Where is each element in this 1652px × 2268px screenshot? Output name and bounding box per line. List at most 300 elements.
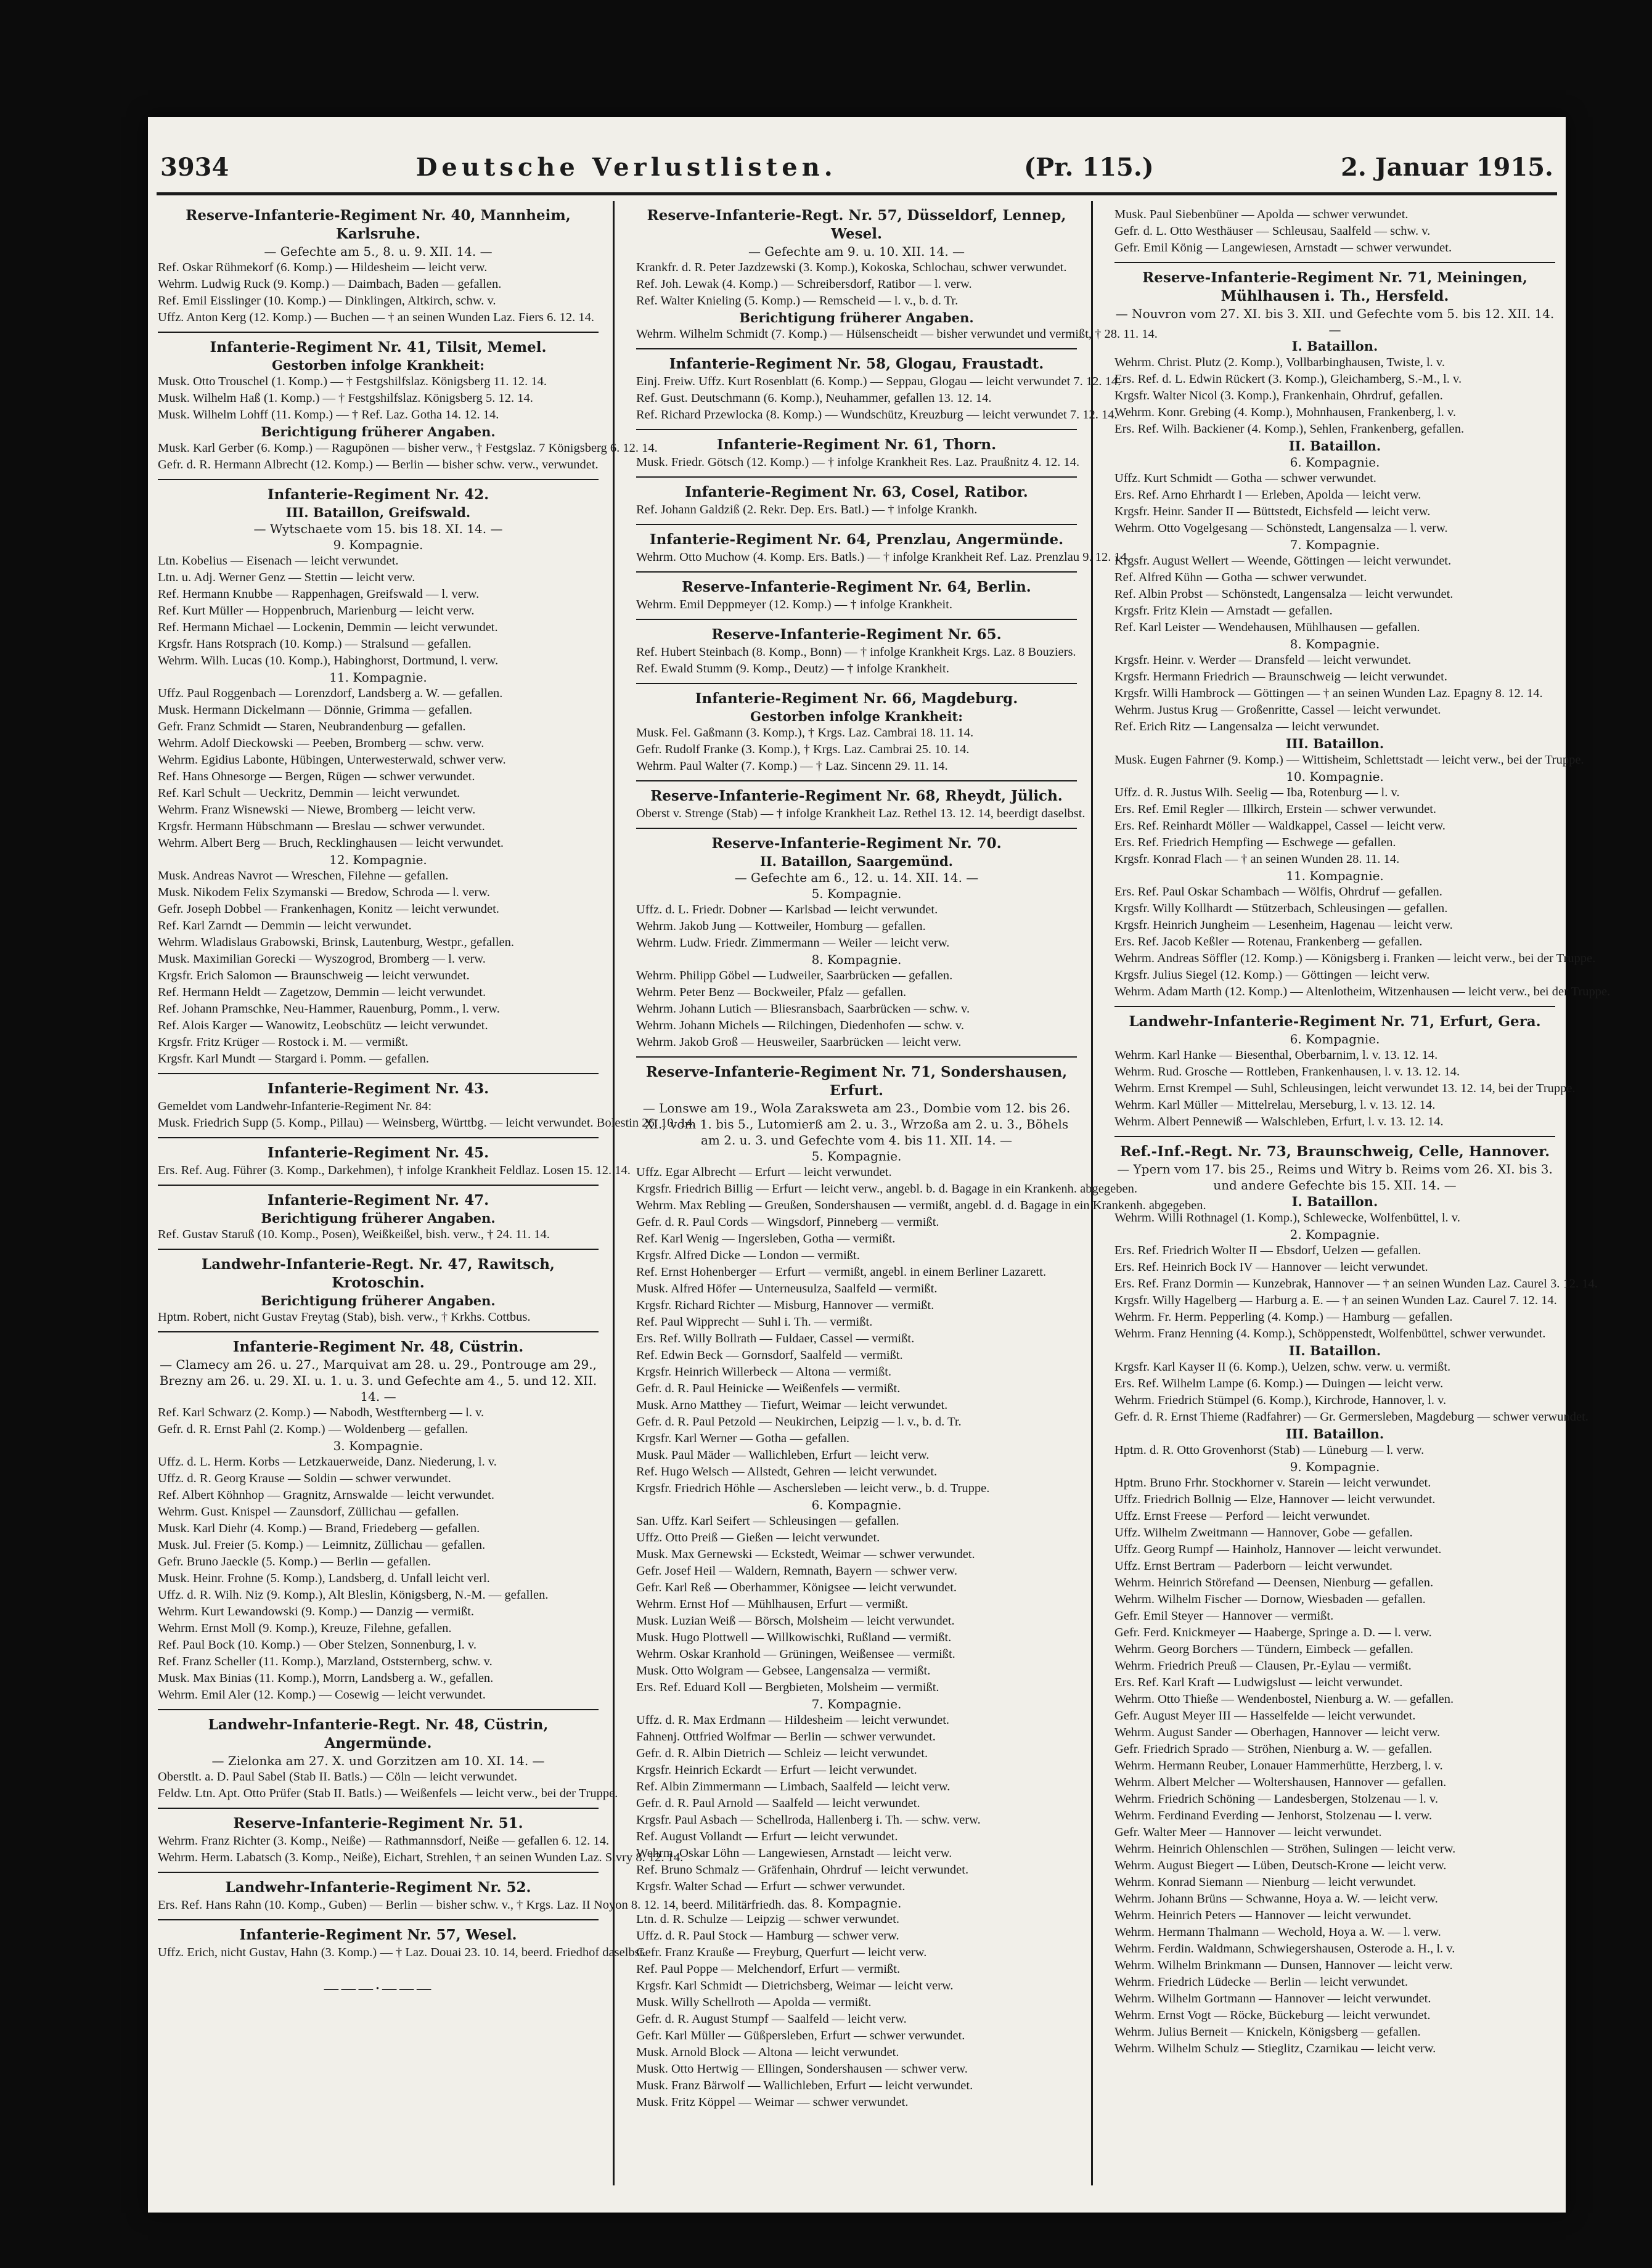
casualty-entry: Gefr. d. R. Paul Heinicke — Weißenfels — vermißt.: [636, 1382, 901, 1395]
casualty-entry: Musk. Nikodem Felix Szymanski — Bredow, Schroda — l. verw.: [158, 886, 490, 899]
casualty-entry: Uffz. d. L. Herm. Korbs — Letzkauerweide, Danz. Niederung, l. v.: [158, 1455, 497, 1469]
casualty-entry: Wehrm. Willi Rothnagel (1. Komp.), Schlewecke, Wolfenbüttel, l. v.: [1114, 1211, 1460, 1225]
casualty-entry: Einj. Freiw. Uffz. Kurt Rosenblatt (6. Komp.) — Seppau, Glogau — leicht verwundet 7. 12. 14.: [636, 375, 1121, 388]
casualty-entry: Ers. Ref. Reinhardt Möller — Waldkappel, Cassel — leicht verw.: [1114, 819, 1446, 833]
casualty-entry: Krgsfr. Karl Werner — Gotha — gefallen.: [636, 1432, 849, 1445]
casualty-entry: Musk. Jul. Freier (5. Komp.) — Leimnitz, Züllichau — gefallen.: [158, 1538, 486, 1552]
casualty-entry: Gefr. Ferd. Knickmeyer — Haaberge, Springe a. D. — l. verw.: [1114, 1626, 1432, 1639]
regiment-section: [158, 1808, 684, 1872]
subheading: II. Bataillon, Saargemünd.: [759, 854, 953, 869]
regiment-section: [158, 1185, 599, 1249]
casualty-entry: Gefr. d. R. Paul Arnold — Saalfeld — leicht verwundet.: [636, 1797, 920, 1810]
casualty-entry: Wehrm. Otto Muchow (4. Komp. Ers. Batls.) — † infolge Krankheit Ref. Laz. Prenzlau 9. 12. 14.: [636, 550, 1131, 564]
casualty-entry: Uffz. d. R. Max Erdmann — Hildesheim — leicht verwundet.: [636, 1713, 950, 1727]
casualty-entry: Gefr. d. R. August Stumpf — Saalfeld — leicht verw.: [636, 2012, 907, 2026]
casualty-entry: Ref. Paul Poppe — Melchendorf, Erfurt — vermißt.: [636, 1962, 901, 1976]
casualty-entry: Ers. Ref. Aug. Führer (3. Komp., Darkehmen), † infolge Krankheit Feldlaz. Losen 15. 12. 14.: [158, 1164, 631, 1177]
regiment-heading: Landwehr-Infanterie-Regiment Nr. 71, Erfurt, Gera.: [1129, 1013, 1541, 1030]
casualty-entry: Musk. Paul Siebenbüner — Apolda — schwer verwundet.: [1114, 208, 1409, 221]
casualty-entry: Musk. Hugo Plottwell — Willkowischki, Rußland — vermißt.: [636, 1631, 952, 1644]
casualty-entry: Ref. Albert Köhnhop — Gragnitz, Arnswalde — leicht verwundet.: [158, 1488, 494, 1502]
casualty-entry: Wehrm. Heinrich Peters — Hannover — leicht verwundet.: [1114, 1909, 1412, 1922]
casualty-entry: Gefr. Bruno Jaeckle (5. Komp.) — Berlin — gefallen.: [158, 1555, 431, 1568]
casualty-entry: Gefr. Emil Steyer — Hannover — vermißt.: [1114, 1609, 1334, 1623]
casualty-entry: Gefr. August Meyer III — Hasselfelde — leicht verwundet.: [1114, 1709, 1416, 1723]
casualty-entry: Ref. Walter Knieling (5. Komp.) — Remscheid — l. v., b. d. Tr.: [636, 294, 959, 308]
regiment-section: [1114, 262, 1611, 1006]
casualty-entry: Gefr. Franz Krauße — Freyburg, Querfurt — leicht verw.: [636, 1946, 927, 1959]
casualty-entry: Musk. Karl Gerber (6. Komp.) — Ragupönen — bisher verw., † Festgslaz. 7 Königsberg 6. 12. 14.: [158, 441, 658, 455]
section-note: 12. Kompagnie.: [329, 852, 427, 867]
casualty-entry: Uffz. Ernst Freese — Perford — leicht verwundet.: [1114, 1509, 1370, 1523]
casualty-entry: Wehrm. August Sander — Oberhagen, Hannover — leicht verw.: [1114, 1726, 1441, 1739]
casualty-entry: Gefr. Karl Reß — Oberhammer, Königsee — leicht verwundet.: [636, 1581, 957, 1594]
casualty-entry: Krgsfr. Hans Rotsprach (10. Komp.) — Stralsund — gefallen.: [158, 637, 472, 651]
casualty-entry: Ref. Hubert Steinbach (8. Komp., Bonn) — † infolge Krankheit Krgs. Laz. 8 Bouziers.: [636, 645, 1076, 659]
section-note: — Zielonka am 27. X. und Gorzitzen am 10. XI. 14. —: [211, 1753, 545, 1768]
casualty-entry: Ers. Ref. Hans Rahn (10. Komp., Guben) — Berlin — bisher schw. v., † Krgs. Laz. II Noyon 8. 12. 14, beerd. Militärfriedh. das.: [158, 1898, 808, 1912]
casualty-entry: Musk. Friedrich Supp (5. Komp., Pillau) — Weinsberg, Württbg. — leicht verwundet. Bolestin 26. 10. 14.: [158, 1116, 696, 1130]
casualty-entry: Ref. Kurt Müller — Hoppenbruch, Marienburg — leicht verw.: [158, 604, 475, 618]
casualty-entry: Gefr. d. R. Hermann Albrecht (12. Komp.) — Berlin — bisher schw. verw., verwundet.: [158, 458, 599, 471]
regiment-heading: Landwehr-Infanterie-Regt. Nr. 47, Rawitsch, Krotoschin.: [202, 1256, 555, 1291]
casualty-entry: Krgsfr. Fritz Klein — Arnstadt — gefallen.: [1114, 604, 1333, 618]
casualty-entry: Oberstlt. a. D. Paul Sabel (Stab II. Batls.) — Cöln — leicht verwundet.: [158, 1770, 518, 1784]
casualty-entry: Wehrm. Konr. Grebing (4. Komp.), Mohnhausen, Frankenberg, l. v.: [1114, 406, 1457, 419]
casualty-entry: Musk. Max Gernewski — Eckstedt, Weimar — schwer verwundet.: [636, 1548, 975, 1561]
subheading: I. Bataillon.: [1291, 338, 1378, 354]
casualty-entry: Wehrm. Ernst Hof — Mühlhausen, Erfurt — vermißt.: [636, 1597, 909, 1611]
section-note: 11. Kompagnie.: [1286, 868, 1384, 883]
casualty-entry: Gefr. Walter Meer — Hannover — leicht verwundet.: [1114, 1825, 1382, 1839]
regiment-section: [636, 429, 1080, 476]
page-header: [160, 153, 1553, 190]
casualty-entry: Wehrm. Georg Borchers — Tündern, Eimbeck — gefallen.: [1114, 1642, 1413, 1656]
casualty-entry: Ref. Franz Scheller (11. Komp.), Marzland, Oststernberg, schw. v.: [158, 1655, 493, 1668]
casualty-entry: Wehrm. Friedrich Schöning — Landesbergen, Stolzenau — l. v.: [1114, 1792, 1438, 1806]
regiment-section: [158, 332, 658, 479]
casualty-entry: Wehrm. Paul Walter (7. Komp.) — † Laz. Sincenn 29. 11. 14.: [636, 759, 948, 773]
regiment-section: [636, 201, 1158, 348]
casualty-entry: Gefr. Emil König — Langewiesen, Arnstadt — schwer verwundet.: [1114, 241, 1452, 255]
casualty-entry: Uffz. Kurt Schmidt — Gotha — schwer verwundet.: [1114, 471, 1376, 485]
section-note: — Nouvron vom 27. XI. bis 3. XII. und Gefechte vom 5. bis 12. XII. 14. —: [1115, 306, 1555, 337]
casualty-entry: Musk. Paul Mäder — Wallichleben, Erfurt — leicht verw.: [636, 1448, 930, 1462]
casualty-entry: Ers. Ref. d. L. Edwin Rückert (3. Komp.), Gleichamberg, S.-M., l. v.: [1114, 372, 1462, 386]
regiment-section: [636, 828, 1077, 1056]
casualty-entry: Uffz. Anton Kerg (12. Komp.) — Buchen — † an seinen Wunden Laz. Fiers 6. 12. 14.: [158, 311, 595, 324]
casualty-entry: Wehrm. Wilhelm Gortmann — Hannover — leicht verwundet.: [1114, 1992, 1431, 2005]
casualty-entry: Ref. Joh. Lewak (4. Komp.) — Schreibersdorf, Ratibor — l. verw.: [636, 277, 972, 291]
casualty-entry: Wehrm. Egidius Labonte, Hübingen, Unterwesterwald, schwer verw.: [158, 753, 506, 767]
casualty-entry: Krgsfr. Friedrich Billig — Erfurt — leicht verw., angebl. b. d. Bagage in ein Krankenh. abgegeben.: [636, 1182, 1137, 1196]
section-note: 5. Kompagnie.: [811, 1149, 902, 1164]
casualty-entry: Wehrm. Heinrich Ohlenschlen — Ströhen, Sulingen — leicht verw.: [1114, 1842, 1456, 1856]
regiment-heading: Reserve-Infanterie-Regiment Nr. 64, Berlin.: [682, 579, 1031, 595]
regiment-section: [636, 780, 1086, 828]
casualty-entry: Ref. Johann Galdziß (2. Rekr. Dep. Ers. Batl.) — † infolge Krankh.: [636, 503, 978, 516]
regiment-section: [158, 1137, 631, 1185]
casualty-entry: Gefr. d. L. Otto Westhäuser — Schleusau, Saalfeld — schw. v.: [1114, 224, 1431, 238]
section-note: 3. Kompagnie.: [333, 1438, 423, 1453]
casualty-entry: Musk. Wilhelm Lohff (11. Komp.) — † Ref. Laz. Gotha 14. 12. 14.: [158, 408, 499, 422]
subheading: II. Bataillon.: [1288, 1343, 1381, 1358]
casualty-entry: Uffz. Erich, nicht Gustav, Hahn (3. Komp.) — † Laz. Douai 23. 10. 14, beerd. Friedhof daselbst.: [158, 1946, 647, 1959]
section-note: — Ypern vom 17. bis 25., Reims und Witry b. Reims vom 26. XI. bis 3. und andere Gefechte bis 15. XII. 14. —: [1117, 1162, 1553, 1193]
casualty-entry: Krgsfr. Willi Hambrock — Göttingen — † an seinen Wunden Laz. Epagny 8. 12. 14.: [1114, 687, 1543, 700]
section-note: — Gefechte am 5., 8. u. 9. XII. 14. —: [264, 244, 493, 259]
section-note: 6. Kompagnie.: [811, 1498, 902, 1512]
casualty-entry: Hptm. d. R. Otto Grovenhorst (Stab) — Lüneburg — l. verw.: [1114, 1443, 1425, 1457]
regiment-heading: Reserve-Infanterie-Regt. Nr. 57, Düsseldorf, Lennep, Wesel.: [647, 207, 1066, 242]
casualty-entry: Wehrm. Peter Benz — Bockweiler, Pfalz — gefallen.: [636, 985, 907, 999]
casualty-entry: Ers. Ref. Jacob Keßler — Rotenau, Frankenberg — gefallen.: [1114, 935, 1423, 948]
casualty-entry: Musk. Maximilian Gorecki — Wyszogrod, Bromberg — l. verw.: [158, 952, 486, 966]
casualty-entry: Ers. Ref. Franz Dormin — Kunzebrak, Hannover — † an seinen Wunden Laz. Caurel 3. 12. 14.: [1114, 1277, 1598, 1291]
casualty-entry: Wehrm. Andreas Söffler (12. Komp.) — Königsberg i. Franken — leicht verw., bei der Truppe.: [1114, 952, 1596, 965]
casualty-entry: Krgsfr. Hermann Hübschmann — Breslau — schwer verwundet.: [158, 820, 485, 833]
casualty-entry: Ltn. d. R. Schulze — Leipzig — schwer verwundet.: [636, 1912, 899, 1926]
casualty-entry: Gefr. d. R. Paul Petzold — Neukirchen, Leipzig — l. v., b. d. Tr.: [636, 1415, 962, 1429]
regiment-heading: Infanterie-Regiment Nr. 48, Cüstrin.: [232, 1339, 524, 1355]
casualty-entry: Ref. Bruno Schmalz — Gräfenhain, Ohrdruf — leicht verwundet.: [636, 1863, 969, 1877]
casualty-entry: Ref. Oskar Rühmekorf (6. Komp.) — Hildesheim — leicht verw.: [158, 261, 488, 274]
casualty-entry: Krgsfr. Walter Schad — Erfurt — schwer verwundet.: [636, 1880, 906, 1893]
casualty-entry: Wehrm. Heinrich Störefand — Deensen, Nienburg — gefallen.: [1114, 1576, 1434, 1589]
casualty-entry: Ref. Emil Eisslinger (10. Komp.) — Dinklingen, Altkirch, schw. v.: [158, 294, 496, 308]
subheading: I. Bataillon.: [1291, 1194, 1378, 1209]
regiment-heading: Infanterie-Regiment Nr. 66, Magdeburg.: [695, 690, 1018, 707]
regiment-heading: Reserve-Infanterie-Regiment Nr. 71, Sondershausen, Erfurt.: [645, 1064, 1068, 1099]
casualty-entry: Ref. Karl Schult — Ueckritz, Demmin — leicht verwundet.: [158, 786, 460, 800]
casualty-entry: Ref. Ewald Stumm (9. Komp., Deutz) — † infolge Krankheit.: [636, 662, 949, 675]
casualty-entry: Ref. Edwin Beck — Gornsdorf, Saalfeld — vermißt.: [636, 1348, 903, 1362]
casualty-entry: Uffz. Otto Preiß — Gießen — leicht verwundet.: [636, 1531, 880, 1544]
casualty-entry: Ers. Ref. Arno Ehrhardt I — Erleben, Apolda — leicht verw.: [1114, 488, 1421, 502]
page-title: Deutsche Verlustlisten.: [415, 153, 837, 182]
section-note: 5. Kompagnie.: [811, 886, 902, 901]
casualty-entry: Wehrm. Ferdin. Waldmann, Schwiegershausen, Osterode a. H., l. v.: [1114, 1942, 1455, 1956]
casualty-entry: Wehrm. Fr. Herm. Pepperling (4. Komp.) — Hamburg — gefallen.: [1114, 1310, 1453, 1324]
casualty-entry: Gefr. Friedrich Sprado — Ströhen, Nienburg a. W. — gefallen.: [1114, 1742, 1433, 1756]
subheading: III. Bataillon, Greifswald.: [285, 505, 471, 520]
casualty-entry: Wehrm. Philipp Göbel — Ludweiler, Saarbrücken — gefallen.: [636, 969, 953, 982]
casualty-entry: Ref. Hermann Knubbe — Rappenhagen, Greifswald — l. verw.: [158, 587, 480, 601]
casualty-entry: Uffz. d. R. Georg Krause — Soldin — schwer verwundet.: [158, 1472, 451, 1485]
casualty-entry: Wehrm. Ferdinand Everding — Jenhorst, Stolzenau — l. verw.: [1114, 1809, 1433, 1822]
casualty-entry: Wehrm. Hermann Reuber, Lonauer Hammerhütte, Herzberg, l. v.: [1114, 1759, 1443, 1772]
section-note: 7. Kompagnie.: [1290, 537, 1380, 552]
casualty-entry: Wehrm. Adolf Dieckowski — Peeben, Bromberg — schw. verw.: [158, 736, 485, 750]
casualty-entry: Krgsfr. Heinrich Willerbeck — Altona — vermißt.: [636, 1365, 892, 1379]
casualty-entry: Wehrm. Adam Marth (12. Komp.) — Altenlotheim, Witzenhausen — leicht verw., bei der Truppe.: [1114, 985, 1611, 998]
regiment-heading: Reserve-Infanterie-Regiment Nr. 40, Mannheim, Karlsruhe.: [186, 207, 571, 242]
casualty-entry: Gefr. Josef Heil — Waldern, Remnath, Bayern — schwer verw.: [636, 1564, 957, 1578]
casualty-entry: Wehrm. Emil Aler (12. Komp.) — Cosewig — leicht verwundet.: [158, 1688, 486, 1702]
casualty-entry: Krgsfr. Heinrich Jungheim — Lesenheim, Hagenau — leicht verw.: [1114, 918, 1453, 932]
casualty-entry: Musk. Arnold Block — Altona — leicht verwundet.: [636, 2046, 899, 2059]
casualty-entry: Wehrm. Ernst Vogt — Röcke, Bückeburg — leicht verwundet.: [1114, 2009, 1431, 2022]
casualty-entry: Uffz. d. R. Wilh. Niz (9. Komp.), Alt Bleslin, Königsberg, N.-M. — gefallen.: [158, 1588, 549, 1602]
casualty-entry: Gefr. d. R. Albin Dietrich — Schleiz — leicht verwundet.: [636, 1747, 928, 1760]
casualty-entry: Wehrm. Wilhelm Brinkmann — Dunsen, Hannover — leicht verw.: [1114, 1959, 1453, 1972]
casualty-entry: Wehrm. Oskar Kranhold — Grüningen, Weißensee — vermißt.: [636, 1647, 955, 1661]
casualty-entry: Wehrm. Jakob Groß — Heusweiler, Saarbrücken — leicht verw.: [636, 1035, 962, 1049]
casualty-entry: Wehrm. Friedrich Stümpel (6. Komp.), Kirchrode, Hannover, l. v.: [1114, 1393, 1447, 1407]
casualty-entry: Musk. Friedr. Götsch (12. Komp.) — † infolge Krankheit Res. Laz. Praußnitz 4. 12. 14.: [636, 455, 1080, 469]
casualty-entry: Uffz. Friedrich Bollnig — Elze, Hannover — leicht verwundet.: [1114, 1493, 1436, 1506]
casualty-entry: Gemeldet vom Landwehr-Infanterie-Regiment Nr. 84:: [158, 1099, 432, 1113]
casualty-entry: Musk. Alfred Höfer — Unterneusulza, Saalfeld — vermißt.: [636, 1282, 938, 1295]
casualty-entry: Wehrm. August Biegert — Lüben, Deutsch-Krone — leicht verw.: [1114, 1859, 1447, 1872]
casualty-entry: Krgsfr. Alfred Dicke — London — vermißt.: [636, 1249, 860, 1262]
casualty-entry: Krgsfr. Erich Salomon — Braunschweig — leicht verwundet.: [158, 969, 470, 982]
regiment-heading: Infanterie-Regiment Nr. 61, Thorn.: [716, 436, 997, 453]
subheading: Berichtigung früherer Angaben.: [739, 310, 974, 325]
casualty-entry: Wehrm. Max Rebling — Greußen, Sondershausen — vermißt, angebl. d. d. Bagage in ein Krankenh. abgegeben.: [636, 1199, 1206, 1212]
section-note: — Gefechte am 9. u. 10. XII. 14. —: [748, 244, 965, 259]
regiment-section: [158, 201, 599, 332]
casualty-entry: Wehrm. Ernst Krempel — Suhl, Schleusingen, leicht verwundet 13. 12. 14, bei der Truppe.: [1114, 1082, 1576, 1095]
casualty-entry: Musk. Fel. Gaßmann (3. Komp.), † Krgs. Laz. Cambrai 18. 11. 14.: [636, 726, 974, 740]
subheading: Berichtigung früherer Angaben.: [261, 1210, 496, 1226]
casualty-entry: Krgsfr. Willy Kollhardt — Stützerbach, Schleusingen — gefallen.: [1114, 902, 1448, 915]
casualty-entry: Wehrm. Franz Henning (4. Komp.), Schöppenstedt, Wolfenbüttel, schwer verwundet.: [1114, 1327, 1546, 1340]
casualty-entry: Wehrm. Albert Pennewiß — Walschleben, Erfurt, l. v. 13. 12. 14.: [1114, 1115, 1444, 1128]
casualty-entry: Wehrm. Oskar Löhn — Langewiesen, Arnstadt — leicht verw.: [636, 1846, 952, 1860]
casualty-entry: Ref. Gustav Staruß (10. Komp., Posen), Weißkeißel, bish. verw., † 24. 11. 14.: [158, 1228, 550, 1241]
casualty-entry: Wehrm. Hermann Thalmann — Wechold, Hoya a. W. — l. verw.: [1114, 1925, 1441, 1939]
casualty-entry: Musk. Wilhelm Haß (1. Komp.) — † Festgshilfslaz. Königsberg 5. 12. 14.: [158, 391, 533, 405]
casualty-entry: San. Uffz. Karl Seifert — Schleusingen — gefallen.: [636, 1514, 899, 1528]
section-note: — Wytschaete vom 15. bis 18. XI. 14. —: [253, 521, 503, 536]
regiment-heading: Reserve-Infanterie-Regiment Nr. 70.: [711, 835, 1002, 852]
casualty-entry: Wehrm. Konrad Siemann — Nienburg — leicht verwundet.: [1114, 1875, 1417, 1889]
casualty-entry: Ers. Ref. Friedrich Wolter II — Ebsdorf, Uelzen — gefallen.: [1114, 1244, 1421, 1257]
casualty-entry: Uffz. d. R. Paul Stock — Hamburg — schwer verw.: [636, 1929, 899, 1943]
subheading: III. Bataillon.: [1285, 1426, 1384, 1442]
casualty-entry: Ref. Karl Schwarz (2. Komp.) — Nabodh, Westfternberg — l. v.: [158, 1406, 485, 1419]
casualty-entry: Krgsfr. Heinr. v. Werder — Dransfeld — leicht verwundet.: [1114, 653, 1412, 667]
subheading: III. Bataillon.: [1285, 736, 1384, 751]
regiment-section: [158, 1919, 647, 2004]
section-note: 2. Kompagnie.: [1290, 1227, 1380, 1242]
casualty-entry: Hptm. Bruno Frhr. Stockhorner v. Starein — leicht verwundet.: [1114, 1476, 1431, 1490]
casualty-entry: Gefr. d. R. Paul Cords — Wingsdorf, Pinneberg — vermißt.: [636, 1215, 939, 1229]
column-divider: [613, 201, 615, 2185]
regiment-section: [636, 524, 1131, 571]
casualty-entry: Wehrm. Wilhelm Schmidt (7. Komp.) — Hülsenscheidt — bisher verwundet und vermißt, † 28. 11. 14.: [636, 327, 1158, 341]
casualty-entry: Krgsfr. Karl Kayser II (6. Komp.), Uelzen, schw. verw. u. vermißt.: [1114, 1360, 1451, 1374]
casualty-entry: Ers. Ref. Wilh. Backiener (4. Komp.), Sehlen, Frankenberg, gefallen.: [1114, 422, 1465, 436]
casualty-entry: Musk. Franz Bärwolf — Wallichleben, Erfurt — leicht verwundet.: [636, 2079, 973, 2092]
regiment-section: [158, 1331, 599, 1709]
casualty-entry: Wehrm. Wilh. Lucas (10. Komp.), Habinghorst, Dortmund, l. verw.: [158, 654, 499, 667]
section-note: — Lonswe am 19., Wola Zaraksweta am 23., Dombie vom 12. bis 26. XI., vom 1. bis 5., Lutomierß am 2. u. 3., Wrzoßa am 2. u. 3., Böhels am 2. u. 3. und Gefechte vom 4. bis 11. XII. 14. —: [642, 1101, 1071, 1148]
casualty-entry: Ers. Ref. Willy Bollrath — Fuldaer, Cassel — vermißt.: [636, 1332, 915, 1345]
issue-date: 2. Januar 1915.: [1341, 153, 1553, 182]
casualty-entry: Krgsfr. Karl Mundt — Stargard i. Pomm. — gefallen.: [158, 1052, 429, 1066]
casualty-entry: Wehrm. Wilhelm Fischer — Dornow, Wiesbaden — gefallen.: [1114, 1593, 1426, 1606]
section-note: 9. Kompagnie.: [333, 537, 423, 552]
casualty-entry: Krgsfr. Friedrich Höhle — Aschersleben — leicht verw., b. d. Truppe.: [636, 1482, 990, 1495]
casualty-entry: Wehrm. Herm. Labatsch (3. Komp., Neiße), Eichart, Strehlen, † an seinen Wunden Laz. Sivry 8. 12. 14.: [158, 1851, 684, 1864]
casualty-entry: Wehrm. Wladislaus Grabowski, Brinsk, Lautenburg, Westpr., gefallen.: [158, 936, 514, 949]
casualty-entry: Wehrm. Emil Deppmeyer (12. Komp.) — † infolge Krankheit.: [636, 598, 953, 611]
casualty-entry: Wehrm. Ludw. Friedr. Zimmermann — Weiler — leicht verw.: [636, 936, 950, 950]
section-note: 8. Kompagnie.: [1290, 637, 1380, 651]
casualty-entry: Ref. Albin Probst — Schönstedt, Langensalza — leicht verwundet.: [1114, 587, 1454, 601]
regiment-section: [636, 683, 1077, 780]
regiment-heading: Infanterie-Regiment Nr. 47.: [267, 1192, 489, 1209]
header-rule: [157, 192, 1557, 195]
casualty-entry: Ref. Paul Bock (10. Komp.) — Ober Stelzen, Sonnenburg, l. v.: [158, 1638, 476, 1652]
casualty-entry: Musk. Arno Matthey — Tiefurt, Weimar — leicht verwundet.: [636, 1398, 948, 1412]
casualty-entry: Musk. Otto Hertwig — Ellingen, Sondershausen — schwer verw.: [636, 2062, 968, 2076]
regiment-heading: Reserve-Infanterie-Regiment Nr. 51.: [233, 1815, 523, 1832]
casualty-entry: Ref. Gust. Deutschmann (6. Komp.), Neuhammer, gefallen 13. 12. 14.: [636, 391, 992, 405]
subheading: II. Bataillon.: [1288, 438, 1381, 454]
section-note: 7. Kompagnie.: [811, 1697, 902, 1711]
casualty-entry: Wehrm. Wilhelm Schulz — Stieglitz, Czarnikau — leicht verw.: [1114, 2042, 1436, 2055]
casualty-entry: Ers. Ref. Paul Oskar Schambach — Wölfis, Ohrdruf — gefallen.: [1114, 885, 1442, 899]
casualty-entry: Krgsfr. Karl Schmidt — Dietrichsberg, Weimar — leicht verw.: [636, 1979, 954, 1993]
casualty-entry: Ltn. u. Adj. Werner Genz — Stettin — leicht verw.: [158, 571, 415, 584]
casualty-entry: Ltn. Kobelius — Eisenach — leicht verwundet.: [158, 554, 399, 568]
casualty-entry: Wehrm. Friedrich Preuß — Clausen, Pr.-Eylau — vermißt.: [1114, 1659, 1412, 1673]
casualty-entry: Ref. Ernst Hohenberger — Erfurt — vermißt, angebl. in einem Berliner Lazarett.: [636, 1265, 1047, 1279]
casualty-entry: Wehrm. Albert Berg — Bruch, Recklinghausen — leicht verwundet.: [158, 836, 504, 850]
casualty-entry: Ers. Ref. Friedrich Hempfing — Eschwege — gefallen.: [1114, 836, 1396, 849]
regiment-heading: Landwehr-Infanterie-Regt. Nr. 48, Cüstrin, Angermünde.: [208, 1716, 549, 1752]
casualty-entry: Ref. Albin Zimmermann — Limbach, Saalfeld — leicht verw.: [636, 1780, 951, 1793]
regiment-heading: Reserve-Infanterie-Regiment Nr. 71, Meiningen, Mühlhausen i. Th., Hersfeld.: [1142, 269, 1527, 304]
casualty-entry: Musk. Luzian Weiß — Börsch, Molsheim — leicht verwundet.: [636, 1614, 955, 1628]
regiment-section: [636, 1056, 1206, 2116]
casualty-entry: Krgsfr. Willy Hagelberg — Harburg a. E. — † an seinen Wunden Laz. Caurel 7. 12. 14.: [1114, 1294, 1557, 1307]
casualty-entry: Wehrm. Ernst Moll (9. Komp.), Kreuze, Filehne, gefallen.: [158, 1621, 452, 1635]
regiment-section: [158, 1073, 696, 1137]
casualty-entry: Ref. Hans Ohnesorge — Bergen, Rügen — schwer verwundet.: [158, 770, 475, 783]
casualty-entry: Uffz. d. R. Justus Wilh. Seelig — Iba, Rotenburg — l. v.: [1114, 786, 1400, 799]
casualty-entry: Musk. Otto Trouschel (1. Komp.) — † Festgshilfslaz. Königsberg 11. 12. 14.: [158, 375, 547, 388]
casualty-entry: Ers. Ref. Heinrich Bock IV — Hannover — leicht verwundet.: [1114, 1260, 1428, 1274]
section-note: 9. Kompagnie.: [1290, 1459, 1380, 1474]
regiment-heading: Infanterie-Regiment Nr. 42.: [267, 486, 489, 503]
casualty-entry: Ers. Ref. Wilhelm Lampe (6. Komp.) — Duingen — leicht verw.: [1114, 1377, 1444, 1390]
regiment-section: [636, 348, 1121, 429]
casualty-entry: Gefr. Karl Müller — Güßpersleben, Erfurt — schwer verwundet.: [636, 2029, 965, 2042]
casualty-entry: Uffz. Ernst Bertram — Paderborn — leicht verwundet.: [1114, 1559, 1393, 1573]
regiment-heading: Infanterie-Regiment Nr. 45.: [267, 1144, 489, 1161]
casualty-entry: Wehrm. Franz Richter (3. Komp., Neiße) — Rathmannsdorf, Neiße — gefallen 6. 12. 14.: [158, 1834, 610, 1848]
regiment-heading: Infanterie-Regiment Nr. 63, Cosel, Ratibor.: [685, 484, 1028, 500]
casualty-entry: Krgsfr. August Wellert — Weende, Göttingen — leicht verwundet.: [1114, 554, 1452, 568]
casualty-entry: Wehrm. Otto Vogelgesang — Schönstedt, Langensalza — l. verw.: [1114, 521, 1448, 535]
regiment-section: [1114, 1006, 1576, 1136]
regiment-heading: Landwehr-Infanterie-Regiment Nr. 52.: [225, 1879, 531, 1896]
casualty-entry: Krgsfr. Heinr. Sander II — Büttstedt, Eichsfeld — leicht verw.: [1114, 505, 1431, 518]
casualty-entry: Wehrm. Albert Melcher — Woltershausen, Hannover — gefallen.: [1114, 1776, 1447, 1789]
casualty-entry: Musk. Hermann Dickelmann — Dönnie, Grimma — gefallen.: [158, 703, 473, 717]
regiment-heading: Reserve-Infanterie-Regiment Nr. 68, Rheydt, Jülich.: [650, 788, 1063, 804]
regiment-heading: Infanterie-Regiment Nr. 58, Glogau, Fraustadt.: [669, 356, 1044, 372]
regiment-section: [1114, 1136, 1598, 2063]
casualty-entry: Wehrm. Rud. Grosche — Rottleben, Frankenhausen, l. v. 13. 12. 14.: [1114, 1065, 1460, 1079]
subheading: Gestorben infolge Krankheit:: [750, 709, 963, 724]
section-note: 11. Kompagnie.: [329, 670, 427, 685]
regiment-section: [1114, 201, 1555, 262]
casualty-entry: Musk. Otto Wolgram — Gebsee, Langensalza — vermißt.: [636, 1664, 931, 1678]
casualty-entry: Oberst v. Strenge (Stab) — † infolge Krankheit Laz. Rethel 13. 12. 14, beerdigt daselbst.: [636, 807, 1086, 820]
casualty-entry: Uffz. d. L. Friedr. Dobner — Karlsbad — leicht verwundet.: [636, 903, 938, 916]
casualty-entry: Ref. Erich Ritz — Langensalza — leicht verwundet.: [1114, 720, 1380, 733]
casualty-entry: Musk. Max Binias (11. Komp.), Morrn, Landsberg a. W., gefallen.: [158, 1671, 494, 1685]
casualty-entry: Musk. Willy Schellroth — Apolda — vermißt.: [636, 1996, 872, 2009]
section-note: 6. Kompagnie.: [1290, 1032, 1380, 1046]
casualty-entry: Ref. Hermann Michael — Lockenin, Demmin — leicht verwundet.: [158, 621, 498, 634]
casualty-entry: Musk. Karl Diehr (4. Komp.) — Brand, Friedeberg — gefallen.: [158, 1522, 480, 1535]
casualty-entry: Ref. Karl Zarndt — Demmin — leicht verwundet.: [158, 919, 412, 932]
end-ornament: ———·———: [323, 1980, 433, 1998]
section-note: 10. Kompagnie.: [1286, 769, 1384, 784]
casualty-entry: Musk. Heinr. Frohne (5. Komp.), Landsberg, d. Unfall leicht verl.: [158, 1572, 490, 1585]
casualty-entry: Hptm. Robert, nicht Gustav Freytag (Stab), bish. verw., † Krkhs. Cottbus.: [158, 1310, 531, 1324]
regiment-heading: Infanterie-Regiment Nr. 57, Wesel.: [239, 1927, 517, 1943]
page-number: 3934: [160, 153, 229, 182]
casualty-entry: Wehrm. Justus Krug — Großenritte, Cassel — leicht verwundet.: [1114, 703, 1441, 717]
casualty-entry: Ref. Richard Przewlocka (8. Komp.) — Wundschütz, Kreuzburg — leicht verwundet 7. 12. 14.: [636, 408, 1118, 422]
column-3: [1114, 201, 1611, 2182]
casualty-entry: Krgsfr. Heinrich Eckardt — Erfurt — leicht verwundet.: [636, 1763, 917, 1777]
section-note: — Gefechte am 6., 12. u. 14. XII. 14. —: [734, 870, 979, 885]
casualty-entry: Ref. Alois Karger — Wanowitz, Leobschütz — leicht verwundet.: [158, 1019, 488, 1032]
casualty-entry: Wehrm. Franz Wisnewski — Niewe, Bromberg — leicht verw.: [158, 803, 476, 817]
regiment-heading: Infanterie-Regiment Nr. 43.: [267, 1080, 489, 1097]
regiment-section: [158, 1709, 618, 1808]
casualty-entry: Fahnenj. Ottfried Wolfmar — Berlin — schwer verwundet.: [636, 1730, 936, 1744]
casualty-entry: Wehrm. Otto Thieße — Wendenbostel, Nienburg a. W. — gefallen.: [1114, 1692, 1454, 1706]
casualty-entry: Krgsfr. Julius Siegel (12. Komp.) — Göttingen — leicht verw.: [1114, 968, 1430, 982]
casualty-entry: Ref. Karl Wenig — Ingersleben, Gotha — vermißt.: [636, 1232, 896, 1246]
casualty-entry: Ref. Hermann Heldt — Zagetzow, Demmin — leicht verwundet.: [158, 985, 486, 999]
casualty-entry: Feldw. Ltn. Apt. Otto Prüfer (Stab II. Batls.) — Weißenfels — leicht verw., bei der Truppe.: [158, 1787, 618, 1800]
casualty-entry: Gefr. Joseph Dobbel — Frankenhagen, Konitz — leicht verwundet.: [158, 902, 499, 916]
casualty-entry: Ers. Ref. Eduard Koll — Bergbieten, Molsheim — vermißt.: [636, 1681, 939, 1694]
casualty-entry: Uffz. Paul Roggenbach — Lorenzdorf, Landsberg a. W. — gefallen.: [158, 687, 503, 700]
casualty-entry: Gefr. d. R. Ernst Thieme (Radfahrer) — Gr. Germersleben, Magdeburg — schwer verwundet.: [1114, 1410, 1589, 1424]
casualty-entry: Musk. Eugen Fahrner (9. Komp.) — Wittisheim, Schlettstadt — leicht verw., bei der Truppe.: [1114, 753, 1584, 767]
casualty-entry: Wehrm. Kurt Lewandowski (9. Komp.) — Danzig — vermißt.: [158, 1605, 475, 1618]
casualty-entry: Musk. Fritz Köppel — Weimar — schwer verwundet.: [636, 2095, 909, 2109]
regiment-section: [636, 571, 1077, 619]
regiment-heading: Reserve-Infanterie-Regiment Nr. 65.: [711, 626, 1002, 643]
section-note: 6. Kompagnie.: [1290, 455, 1380, 470]
issue-number: (Pr. 115.): [1024, 153, 1154, 182]
casualty-entry: Wehrm. Johann Lutich — Bliesransbach, Saarbrücken — schw. v.: [636, 1002, 970, 1016]
newspaper-page: [148, 117, 1611, 2213]
casualty-entry: Wehrm. Christ. Plutz (2. Komp.), Vollbarbinghausen, Twiste, l. v.: [1114, 356, 1445, 369]
casualty-entry: Krgsfr. Konrad Flach — † an seinen Wunden 28. 11. 14.: [1114, 852, 1400, 866]
casualty-entry: Krgsfr. Walter Nicol (3. Komp.), Frankenhain, Ohrdruf, gefallen.: [1114, 389, 1443, 402]
casualty-entry: Ref. Paul Wipprecht — Suhl i. Th. — vermißt.: [636, 1315, 873, 1329]
casualty-entry: Ref. Karl Leister — Wendehausen, Mühlhausen — gefallen.: [1114, 621, 1420, 634]
casualty-entry: Uffz. Wilhelm Zweitmann — Hannover, Gobe — gefallen.: [1114, 1526, 1413, 1540]
casualty-entry: Ers. Ref. Karl Kraft — Ludwigslust — leicht verwundet.: [1114, 1676, 1403, 1689]
casualty-entry: Wehrm. Johann Michels — Rilchingen, Diedenhofen — schw. v.: [636, 1019, 964, 1032]
regiment-section: [636, 619, 1077, 683]
casualty-entry: Wehrm. Friedrich Lüdecke — Berlin — leicht verwundet.: [1114, 1975, 1408, 1989]
